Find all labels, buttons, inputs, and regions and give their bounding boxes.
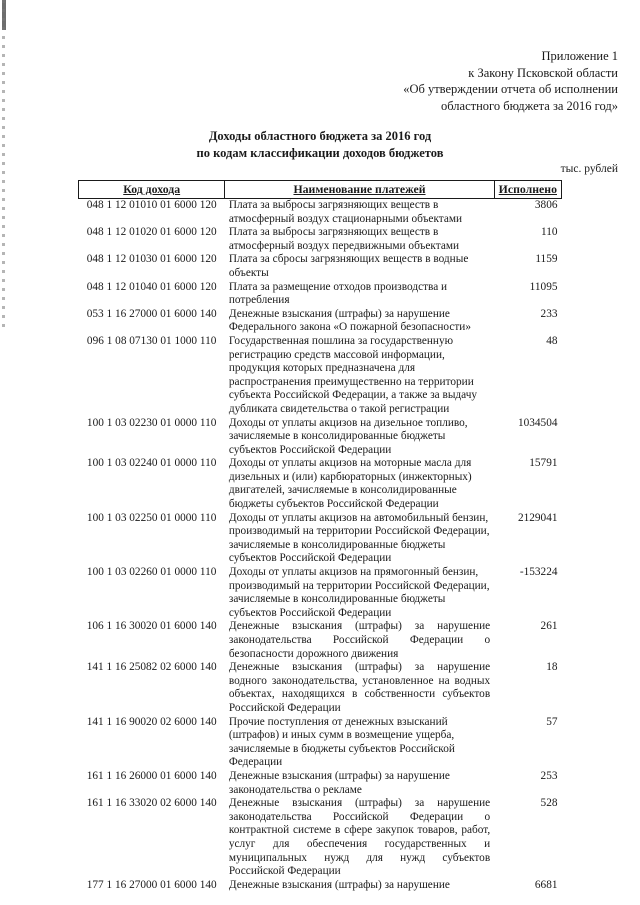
cell-income-code: 100 1 03 02230 01 0000 110 [86,416,217,429]
column-header-code: Код дохода [79,181,225,199]
cell-income-code: 053 1 16 27000 01 6000 140 [86,307,217,320]
table-row [79,226,562,253]
revenue-table [78,180,562,892]
cell-executed-amount: 110 [540,226,558,239]
cell-executed-amount: 11095 [529,280,558,293]
cell-executed-amount: 3806 [534,199,558,211]
table-header-row [79,181,562,199]
cell-income-code: 141 1 16 90020 02 6000 140 [86,715,217,728]
cell-executed-amount: 528 [540,797,558,810]
cell-income-code: 100 1 03 02240 01 0000 110 [86,457,217,470]
cell-payment-name: Денежные взыскания (штрафы) за нарушение Федерального закона «О пожарной безопасности» [228,307,471,334]
table-row [79,797,562,879]
appendix-line-4: областного бюджета за 2016 год» [440,98,618,113]
cell-payment-name: Денежные взыскания (штрафы) за нарушение законодательства о рекламе [228,769,450,796]
cell-executed-amount: 1034504 [517,416,558,429]
table-row [79,417,562,458]
table-row [79,879,562,893]
table-row [79,512,562,566]
table-row [79,620,562,661]
cell-executed-amount: 15791 [529,457,558,470]
table-row [79,566,562,620]
cell-income-code: 048 1 12 01030 01 6000 120 [86,253,217,266]
cell-payment-name: Плата за сбросы загрязняющих веществ в водные объекты [228,253,469,279]
page-title [0,128,640,162]
cell-payment-name: Доходы от уплаты акцизов на дизельное топливо, зачисляемые в консолидированные бюджеты субъектов Российской Федерации [228,416,468,456]
cell-income-code: 161 1 16 26000 01 6000 140 [86,769,217,782]
table-row [79,661,562,715]
units-label: тыс. рублей [560,163,618,175]
cell-executed-amount: -153224 [519,566,558,579]
cell-executed-amount: 261 [540,620,558,633]
cell-income-code: 048 1 12 01010 01 6000 120 [86,199,217,211]
cell-payment-name: Денежные взыскания (штрафы) за нарушение [228,878,450,891]
cell-payment-name: Плата за выбросы загрязняющих веществ в атмосферный воздух стационарными объектами [228,199,463,225]
cell-payment-name: Доходы от уплаты акцизов на моторные масла для дизельных и (или) карбюраторных (инжекторных) двигателей, зачисляемые в консолидированные бюджеты субъектов Российской Федерации [228,457,472,511]
cell-payment-name: Прочие поступления от денежных взысканий (штрафов) и иных сумм в возмещение ущерба, зачисляемые в бюджеты субъектов Российской Федерации [228,715,455,769]
cell-income-code: 096 1 08 07130 01 1000 110 [86,334,217,347]
cell-executed-amount: 253 [540,769,558,782]
cell-income-code: 177 1 16 27000 01 6000 140 [86,878,217,891]
cell-income-code: 100 1 03 02260 01 0000 110 [86,566,217,579]
cell-income-code: 161 1 16 33020 02 6000 140 [86,797,217,810]
appendix-line-2: к Закону Псковской области [468,65,618,80]
scan-artifact-left-margin [2,0,5,330]
cell-executed-amount: 18 [546,661,558,674]
page-title-line-1: Доходы областного бюджета за 2016 год [208,129,432,143]
table-row [79,281,562,308]
table-row [79,308,562,335]
cell-payment-name: Денежные взыскания (штрафы) за нарушение законодательства Российской Федерации о безопасности дорожного движения [228,620,491,660]
table-row [79,457,562,511]
cell-executed-amount: 6681 [534,878,558,891]
appendix-line-1: Приложение 1 [541,49,618,63]
table-row [79,253,562,280]
cell-income-code: 106 1 16 30020 01 6000 140 [86,620,217,633]
cell-income-code: 141 1 16 25082 02 6000 140 [86,661,217,674]
appendix-line-3: «Об утверждении отчета об исполнении [403,82,618,96]
cell-payment-name: Доходы от уплаты акцизов на прямогонный бензин, производимый на территории Российской Федерации, зачисляемые в консолидированные бюджеты субъектов Российской Федерации [228,566,490,619]
column-header-name: Наименование платежей [225,181,494,199]
table-row [79,199,562,227]
cell-payment-name: Плата за выбросы загрязняющих веществ в атмосферный воздух передвижными объектами [228,226,460,252]
cell-executed-amount: 233 [540,307,558,320]
cell-payment-name: Денежные взыскания (штрафы) за нарушение законодательства Российской Федерации о контрактной системе в сфере закупок товаров, работ, услуг для обеспечения государственных и муниципальных нужд для нужд субъектов Российской Федерации [228,797,491,878]
cell-payment-name: Государственная пошлина за государственную регистрацию средств массовой информации, продукция которых предназначена для распространения преимущественно на территории субъекта Российской Федерации, а также за выдачу дубликата свидетельства о такой регистрации [228,334,478,415]
table-row [79,716,562,770]
cell-income-code: 100 1 03 02250 01 0000 110 [86,511,217,524]
table-header [79,181,562,199]
cell-payment-name: Плата за размещение отходов производства и потребления [228,280,448,307]
cell-executed-amount: 2129041 [517,511,558,524]
table-body [79,199,562,893]
cell-income-code: 048 1 12 01040 01 6000 120 [86,280,217,293]
page-title-line-2: по кодам классификации доходов бюджетов [196,146,444,160]
cell-executed-amount: 57 [546,715,558,728]
cell-income-code: 048 1 12 01020 01 6000 120 [86,226,217,239]
appendix-reference-block [298,48,618,114]
cell-executed-amount: 1159 [535,253,558,266]
column-header-amount: Исполнено [494,181,561,199]
table-row [79,770,562,797]
cell-payment-name: Доходы от уплаты акцизов на автомобильный бензин, производимый на территории Российской Федерации, зачисляемые в консолидированные бюджеты субъектов Российской Федерации [228,511,490,565]
cell-payment-name: Денежные взыскания (штрафы) за нарушение водного законодательства, установленное на водных объектах, находящихся в собственности субъектов Российской Федерации [228,661,491,714]
table-row [79,335,562,417]
cell-executed-amount: 48 [546,334,558,347]
